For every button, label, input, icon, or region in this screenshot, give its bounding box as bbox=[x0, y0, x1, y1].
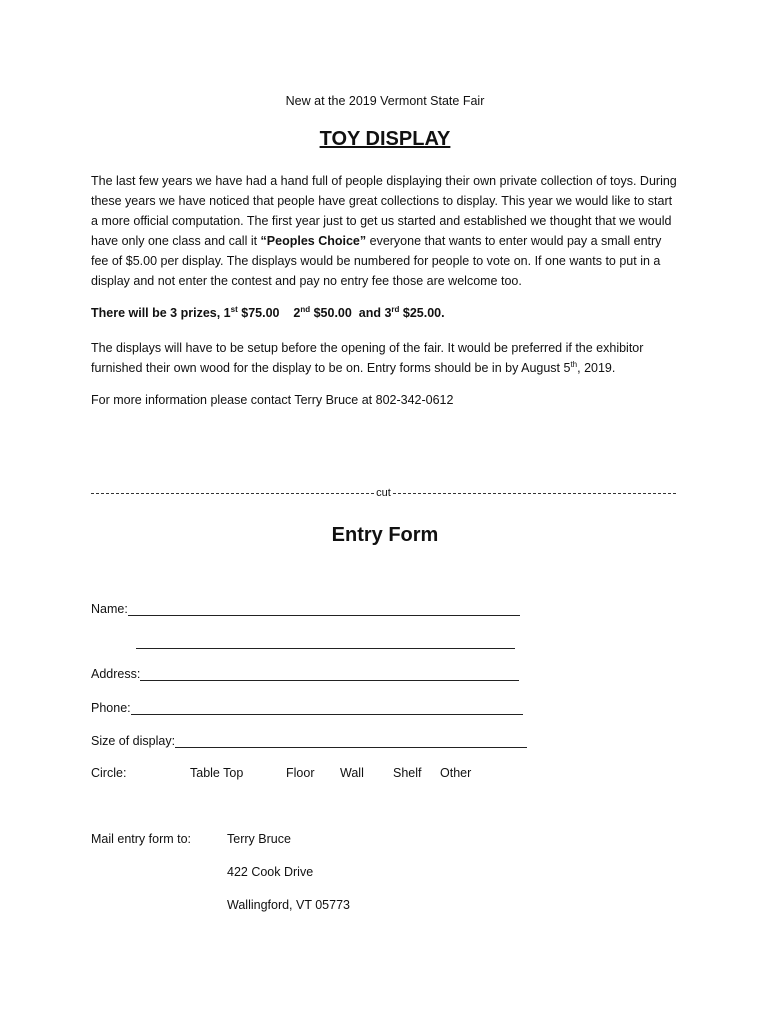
phone-input-line[interactable] bbox=[131, 700, 523, 715]
phone-label: Phone: bbox=[91, 701, 131, 715]
intro-text-end: everyone that wants to enter would pay a small entry fee of $5.00 per display. The displays would be numbered for people to vote on. If one wants to put in a display and not enter the contest and pay no entry fee those are welcome too. bbox=[91, 234, 662, 288]
display-size-input-line[interactable] bbox=[175, 733, 527, 748]
name-field[interactable] bbox=[91, 601, 520, 616]
prize-1-suffix: st bbox=[230, 304, 238, 314]
address-input-line[interactable] bbox=[140, 666, 519, 681]
address-field[interactable] bbox=[91, 666, 519, 681]
cut-dashes-left bbox=[91, 493, 374, 494]
name-input-line[interactable] bbox=[128, 601, 520, 616]
prizes-line bbox=[91, 303, 681, 323]
option-shelf[interactable]: Shelf bbox=[393, 766, 422, 780]
display-size-label: Size of display: bbox=[91, 734, 176, 748]
intro-text-start: The last few years we have had a hand full of people displaying their own private collection of toys. During these years we have noticed that people have great collections to display. This year we would like to start a more official computation. The first year just to get us started and established we thought that we would have only one class and call it bbox=[91, 174, 677, 248]
name-label: Name: bbox=[91, 602, 128, 616]
address-label: Address: bbox=[91, 667, 141, 681]
fair-subtitle: New at the 2019 Vermont State Fair bbox=[285, 94, 485, 108]
prize-2-amount: $50.00 and 3 bbox=[310, 306, 392, 320]
cut-line bbox=[91, 487, 676, 499]
option-wall[interactable]: Wall bbox=[340, 766, 364, 780]
setup-paragraph bbox=[91, 338, 681, 378]
mail-street-address: 422 Cook Drive bbox=[227, 865, 314, 879]
circle-label: Circle: bbox=[91, 766, 127, 780]
entry-form-title: Entry Form bbox=[331, 524, 439, 546]
prizes-lead: There will be 3 prizes, 1 bbox=[91, 306, 231, 320]
mail-recipient-name: Terry Bruce bbox=[227, 832, 291, 846]
setup-text-start: The displays will have to be setup before the opening of the fair. It would be preferred if the exhibitor furnished their own wood for the display to be on. Entry forms should be in by August 5 bbox=[91, 341, 644, 375]
name-input-line-2[interactable] bbox=[136, 648, 515, 649]
mail-label: Mail entry form to: bbox=[91, 832, 192, 846]
option-table-top[interactable]: Table Top bbox=[190, 766, 244, 780]
display-size-field[interactable] bbox=[91, 733, 527, 748]
option-other[interactable]: Other bbox=[440, 766, 472, 780]
prize-2-suffix: nd bbox=[300, 304, 311, 314]
intro-paragraph bbox=[91, 171, 681, 291]
mail-city-state-zip: Wallingford, VT 05773 bbox=[227, 898, 350, 912]
cut-dashes-right bbox=[393, 493, 676, 494]
setup-text-end: , 2019. bbox=[577, 361, 616, 375]
deadline-day-suffix: th bbox=[570, 359, 578, 369]
page-title: TOY DISPLAY bbox=[319, 128, 451, 150]
peoples-choice-label: “Peoples Choice” bbox=[260, 234, 367, 248]
cut-label: cut bbox=[376, 487, 391, 499]
contact-paragraph: For more information please contact Terry Bruce at 802-342-0612 bbox=[91, 393, 454, 407]
option-floor[interactable]: Floor bbox=[286, 766, 315, 780]
prize-3-suffix: rd bbox=[391, 304, 400, 314]
phone-field[interactable] bbox=[91, 700, 523, 715]
prize-1-amount: $75.00 2 bbox=[237, 306, 301, 320]
prize-3-amount: $25.00. bbox=[399, 306, 445, 320]
